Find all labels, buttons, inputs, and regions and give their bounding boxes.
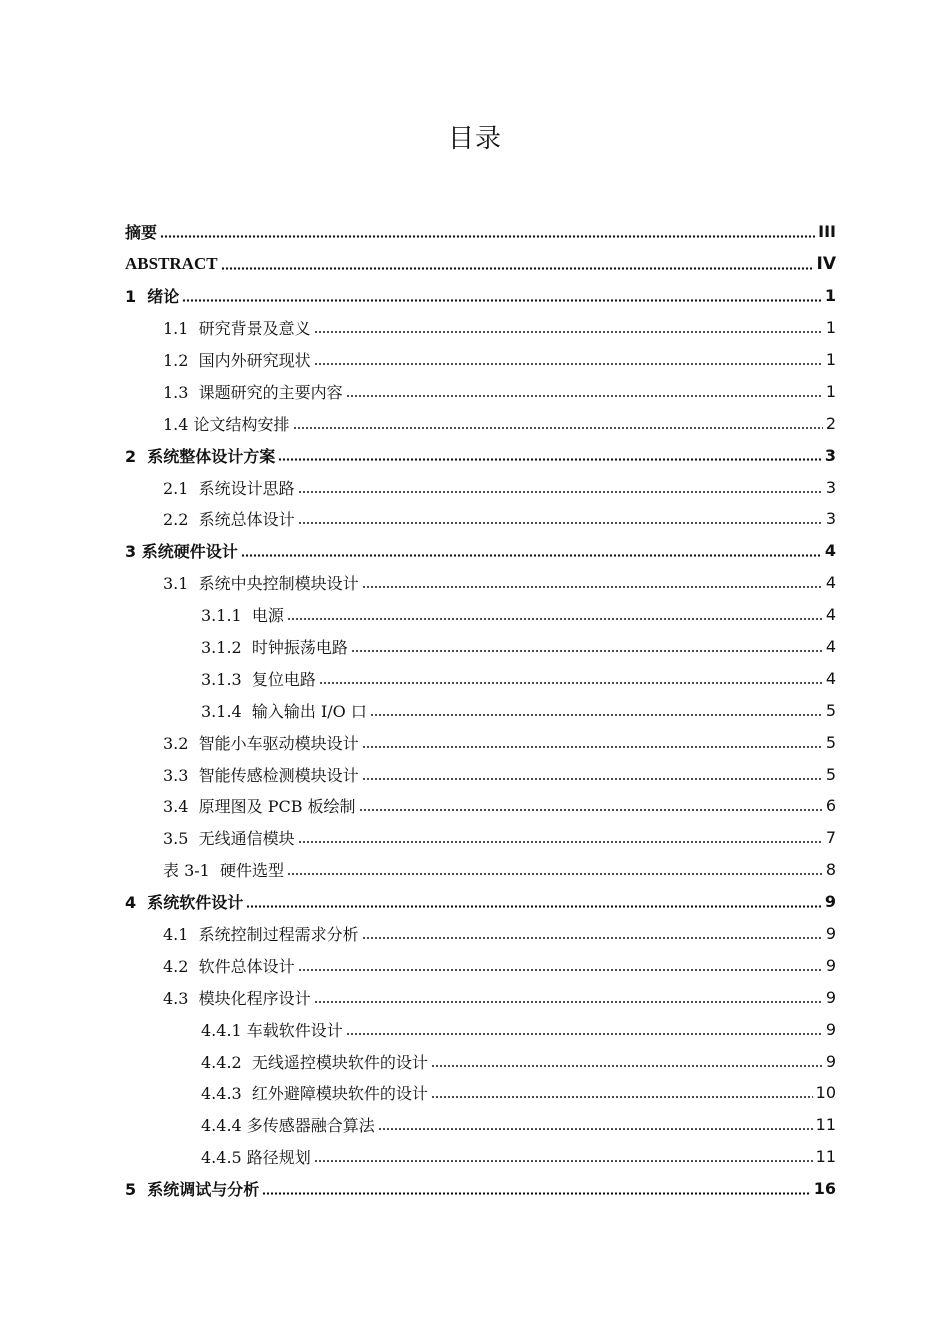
toc-entry[interactable] <box>0 790 950 822</box>
toc-entry-page-number: 11 <box>815 1115 836 1135</box>
toc-entry-label: ABSTRACT <box>125 253 218 273</box>
dot-leader <box>298 969 823 971</box>
dot-leader <box>431 1096 813 1098</box>
toc-entry-page-number: 9 <box>825 1019 836 1039</box>
toc-entry-label: 3.2 智能小车驱动模块设计 <box>163 733 359 753</box>
toc-entry[interactable] <box>0 822 950 854</box>
dot-leader <box>278 458 822 461</box>
toc-entry-page-number: 9 <box>824 892 836 912</box>
dot-leader <box>314 1001 823 1003</box>
toc-entry[interactable] <box>0 503 950 535</box>
toc-entry[interactable] <box>0 535 950 567</box>
toc-entry[interactable] <box>0 439 950 471</box>
toc-entry-page-number: 4 <box>825 637 836 657</box>
toc-entry-label: 1.4 论文结构安排 <box>163 414 290 434</box>
dot-leader <box>298 522 823 524</box>
toc-entry-label: 2.1 系统设计思路 <box>163 478 295 498</box>
dot-leader <box>362 937 823 939</box>
toc-entry-label: 4.4.1 车载软件设计 <box>201 1020 343 1040</box>
toc-entry-label: 2.2 系统总体设计 <box>163 510 295 530</box>
dot-leader <box>359 809 823 811</box>
dot-leader <box>346 395 823 397</box>
page-title: 目录 <box>447 124 502 154</box>
dot-leader <box>241 554 822 557</box>
toc-entry-page-number: 9 <box>825 1051 836 1071</box>
toc-entry-label: 表 3-1 硬件选型 <box>163 861 285 881</box>
dot-leader <box>362 778 823 780</box>
toc-entry-page-number: 9 <box>825 955 836 975</box>
toc-entry-label: 4.4.2 无线遥控模块软件的设计 <box>201 1052 428 1072</box>
toc-entry-page-number: 4 <box>825 573 836 593</box>
toc-entry-page-number: 9 <box>825 924 836 944</box>
toc-entry[interactable] <box>0 854 950 886</box>
dot-leader <box>221 267 814 270</box>
toc-entry-page-number: 16 <box>813 1179 836 1199</box>
toc-entry-page-number: 5 <box>825 700 836 720</box>
dot-leader <box>262 1192 810 1195</box>
dot-leader <box>160 235 815 238</box>
toc-entry-page-number: 4 <box>825 668 836 688</box>
toc-entry-label: 3.1.3 复位电路 <box>201 669 316 689</box>
toc-entry[interactable] <box>0 918 950 950</box>
toc-entry[interactable] <box>0 599 950 631</box>
toc-entry-label: 3.3 智能传感检测模块设计 <box>163 765 359 785</box>
toc-entry-page-number: 4 <box>824 541 836 561</box>
toc-entry[interactable] <box>0 1077 950 1109</box>
toc-entry-label: 4.4.3 红外避障模块软件的设计 <box>201 1084 428 1104</box>
toc-entry-page-number: 3 <box>825 509 836 529</box>
toc-entry[interactable] <box>0 1141 950 1173</box>
toc-entry-page-number: 5 <box>825 732 836 752</box>
toc-entry-label: 摘要 <box>125 223 158 243</box>
toc-entry[interactable] <box>0 280 950 312</box>
toc-entry-label: 3.1.2 时钟振荡电路 <box>201 638 348 658</box>
toc-entry-page-number: 2 <box>825 413 836 433</box>
toc-entry-label: 4.4.5 路径规划 <box>201 1148 311 1168</box>
dot-leader <box>182 299 822 302</box>
toc-entry[interactable] <box>0 662 950 694</box>
toc-entry[interactable] <box>0 694 950 726</box>
dot-leader <box>431 1065 823 1067</box>
dot-leader <box>378 1128 813 1130</box>
toc-entry-page-number: III <box>818 222 836 242</box>
dot-leader <box>362 586 823 588</box>
dot-leader <box>298 841 823 843</box>
toc-entry[interactable] <box>0 375 950 407</box>
toc-entry-page-number: 4 <box>825 605 836 625</box>
toc-entry[interactable] <box>0 567 950 599</box>
toc-entry[interactable] <box>0 312 950 344</box>
toc-entry-page-number: 1 <box>825 318 836 338</box>
dot-leader <box>351 650 823 652</box>
toc-entry[interactable] <box>0 1045 950 1077</box>
toc-entry[interactable] <box>0 1013 950 1045</box>
toc-entry-label: 4.3 模块化程序设计 <box>163 988 311 1008</box>
dot-leader <box>293 427 823 429</box>
dot-leader <box>287 873 823 875</box>
toc-entry-label: 5 系统调试与分析 <box>125 1180 260 1200</box>
toc-entry-page-number: 10 <box>815 1083 836 1103</box>
toc-entry-label: 3 系统硬件设计 <box>125 542 238 562</box>
dot-leader <box>319 682 823 684</box>
toc-entry-page-number: 11 <box>815 1147 836 1167</box>
toc-entry-label: 3.5 无线通信模块 <box>163 829 295 849</box>
toc-entry-page-number: 3 <box>825 477 836 497</box>
dot-leader <box>314 1160 813 1162</box>
dot-leader <box>314 331 823 333</box>
toc-entry-page-number: 6 <box>825 796 836 816</box>
toc-entry-page-number: 1 <box>825 350 836 369</box>
toc-entry[interactable] <box>0 949 950 981</box>
toc-entry[interactable] <box>0 344 950 376</box>
toc-entry-label: 3.4 原理图及 PCB 板绘制 <box>163 797 356 817</box>
dot-leader <box>370 714 823 716</box>
toc-entry-page-number: 1 <box>824 286 836 306</box>
toc-entry-label: 1.1 研究背景及意义 <box>163 319 311 339</box>
toc-entry-label: 4.4.4 多传感器融合算法 <box>201 1116 375 1136</box>
toc-entry-label: 1.2 国内外研究现状 <box>163 351 311 370</box>
toc-entry[interactable] <box>0 471 950 503</box>
toc-entry-label: 1 绪论 <box>125 287 180 307</box>
toc-entry-label: 4.1 系统控制过程需求分析 <box>163 925 359 945</box>
toc-entry-page-number: 9 <box>825 987 836 1007</box>
toc-entry[interactable] <box>0 216 950 248</box>
toc-entry-label: 2 系统整体设计方案 <box>125 446 276 466</box>
toc-entry[interactable] <box>0 886 950 918</box>
toc-entry-label: 4.2 软件总体设计 <box>163 956 295 976</box>
toc-entry-label: 4 系统软件设计 <box>125 893 244 913</box>
toc-entry-page-number: 3 <box>824 445 836 465</box>
toc-entry-label: 3.1.4 输入输出 I/O 口 <box>201 701 367 721</box>
toc-entry-page-number: 1 <box>825 381 836 401</box>
toc-entry[interactable] <box>0 726 950 758</box>
toc-entry-page-number: 7 <box>825 828 836 848</box>
table-of-contents <box>0 216 950 1205</box>
toc-entry-page-number: 5 <box>825 764 836 784</box>
dot-leader <box>287 618 823 620</box>
toc-entry-page-number: IV <box>816 253 836 274</box>
toc-entry[interactable] <box>0 981 950 1013</box>
dot-leader <box>314 363 823 365</box>
toc-entry[interactable] <box>0 1109 950 1141</box>
toc-entry[interactable] <box>0 758 950 790</box>
dot-leader <box>362 746 823 748</box>
dot-leader <box>298 491 823 493</box>
toc-entry-label: 1.3 课题研究的主要内容 <box>163 382 343 402</box>
toc-entry[interactable] <box>0 631 950 663</box>
toc-entry[interactable] <box>0 407 950 439</box>
toc-entry[interactable] <box>0 248 950 280</box>
toc-entry-page-number: 8 <box>825 860 836 880</box>
toc-entry[interactable] <box>0 1173 950 1205</box>
dot-leader <box>346 1033 823 1035</box>
toc-entry-label: 3.1 系统中央控制模块设计 <box>163 574 359 594</box>
toc-entry-label: 3.1.1 电源 <box>201 606 284 626</box>
dot-leader <box>246 905 822 908</box>
